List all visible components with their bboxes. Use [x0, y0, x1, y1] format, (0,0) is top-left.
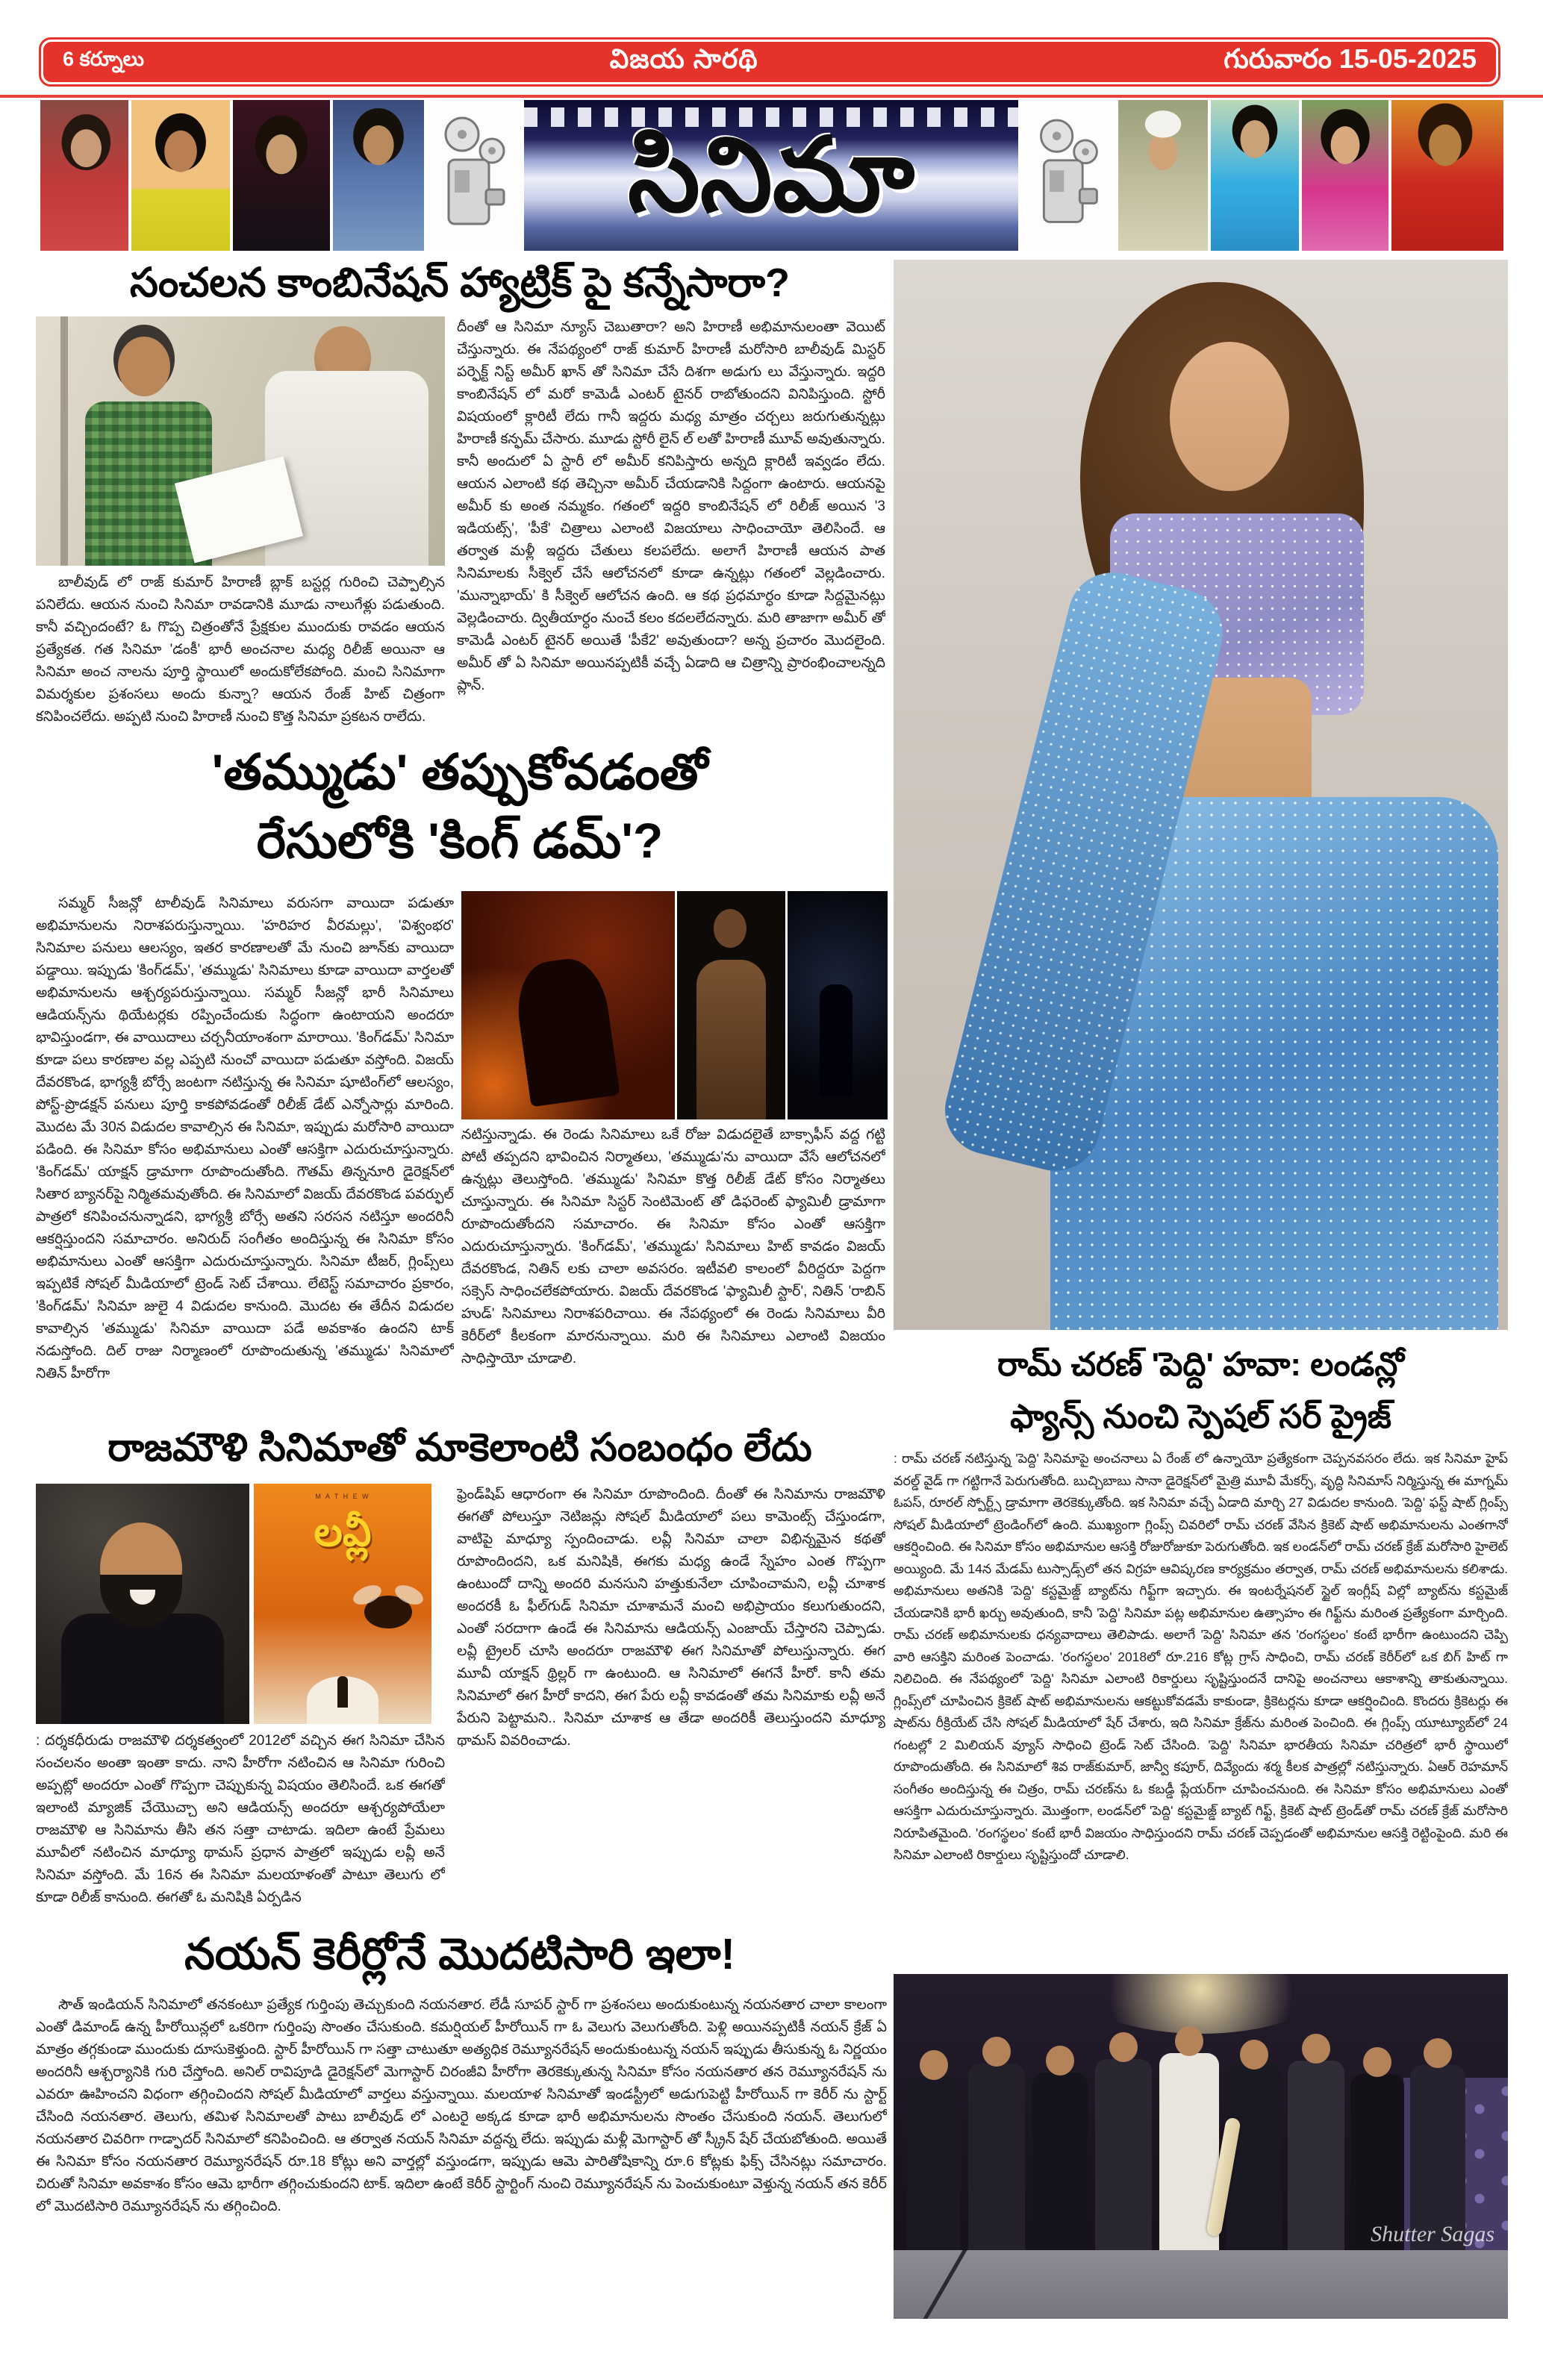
poster-title: లవ్లీ — [314, 1510, 372, 1555]
event-person — [1032, 2073, 1088, 2255]
masthead-rule — [0, 95, 1543, 98]
hero-torso — [696, 960, 766, 1119]
article2-headline-line1: 'తమ్ముడు' తప్పుకోవడంతో — [211, 744, 708, 799]
article1-right-column: దీంతో ఆ సినిమా న్యూస్ చెబుతారా? అని హిరాణీ అభిమానులంతా వెయిట్ చేస్తున్నారు. ఈ నేపథ్యంలో రాజ్ కుమార్ హిరాణీ మరోసారి బాలీవుడ్ మిస్టర్ పర్ఫెక్ట్ నిస్ట్ అమీర్ ఖాన్ తో సినిమా చేసే దిశగా అడుగు లు వేస్తున్నారు. ఇద్దరి కాంబినేషన్ లో మరో కామెడీ ఎంటర్ టైనర్ రాబోతుందని వినిపిస్తుంది. స్టోరీ విషయంలో క్లారిటీ లేదు గానీ ఇద్దరు మధ్య మాత్రం చర్చలు జరుగుతున్నట్లు హిరాణీ కన్ఫమ్ చేసారు. మూడు స్టోరీ లైన్ ల్ లతో హిరాణీ మూవ్ అవుతున్నారు. కానీ అందులో ఏ స్టారీ లో అమీర్ కనిపిస్తారు అన్నది క్లారిటీ ఇవ్వడం లేదు. ఆయన ఎలాంటి కథ తెచ్చినా అమీర్ చేయడానికి సిద్దంగా ఉంటారు. ఆయనపై అమీర్ కు అంత నమ్మకం. గతంలో ఇద్దరి కాంబినేషన్ లో రిలీజ్ అయిన '3 ఇడియట్స్', 'పీకే' చిత్రాలు ఎలాంటి విజయాలు సాధించాయో తెలిసిందే. ఆ తర్వాత మళ్లీ ఇద్దరు చేతులు కలపలేదు. అలాగే హిరాణీ ఆయన పాత సినిమాలకు సీక్వెల్ చేసే ఆలోచనలో కూడా ఉన్నట్లు గతంలో వెల్లడించారు. 'మున్నాభాయ్' కి సీక్వెల్ ఆలోచన ఉంది. ఆ కథ ప్రధమార్ధం కూడా సిద్దమైనట్లు వెల్లడించారు. ద్వితీయార్ధం నుంచే కలం కదలలేదన్నారు. మరి తాజాగా అమీర్ తో కామెడీ ఎంటర్ టైనర్ అయితే 'పీకే2' అవుతుందా? అన్న ప్రచారం మొదలైంది. అమీర్ తో ఏ సినిమా అయినప్పటికీ వచ్చే ఏడాది ఆ చిత్రాన్ని ప్రారంభించాలన్నది ప్లాన్. — [457, 319, 885, 693]
article2-movie-stills — [461, 891, 885, 1119]
dark-figure — [820, 984, 852, 1096]
event-person — [907, 2077, 961, 2255]
event-person — [1226, 2067, 1282, 2255]
actress-face — [1170, 342, 1289, 491]
paper-name: విజయ సారథి — [609, 43, 758, 74]
chandelier-glow — [1078, 1974, 1324, 2034]
article2-headline-line2: రేసులోకి 'కింగ్ డమ్'? — [256, 813, 664, 868]
silhouette-figure — [511, 954, 620, 1107]
article1-photo-hirani-aamir — [36, 316, 445, 566]
peddi-headline-line1: రామ్ చరణ్ 'పెద్ది' హవా: లండన్లో — [997, 1346, 1404, 1383]
lovely-movie-poster — [254, 1484, 431, 1724]
article1-headline: సంచలన కాంబినేషన్ హ్యాట్రిక్ పై కన్నేసారా? — [130, 260, 790, 305]
film-projector-icon-2 — [1021, 100, 1115, 251]
header-bar-inner — [43, 42, 1496, 82]
movie-still-dark-poster — [788, 891, 888, 1119]
section-banner — [524, 100, 1018, 251]
rajamouli-article-actor-photo — [36, 1484, 249, 1724]
page-number-edition: 6 కర్నూలు — [63, 48, 145, 70]
rajamouli-headline: రాజమౌళి సినిమాతో మాకెలాంటి సంబంధం లేదు — [107, 1426, 812, 1469]
fly-illustration — [364, 1596, 412, 1628]
peddi-body-text: : రామ్ చరణ్ నటిస్తున్న 'పెద్ది' సినిమాపై అంచనాలు ఏ రేంజ్ లో ఉన్నాయో ప్రత్యేకంగా చెప్పనవసరం లేదు. ఇక సినిమా హైప్ వరల్డ్ వైడ్ గా గట్టిగానే పెరుగుతోంది. బుచ్చిబాబు సానా డైరెక్షన్‌లో మైత్రి మూవీ మేకర్స్, వృద్ధి సినిమాస్ నిర్మిస్తున్న ఈ మాగ్నమ్ ఓపస్, రూరల్ స్పోర్ట్స్ డ్రామాగా తెరకెక్కుతోంది. ఇక సినిమా వచ్చే ఏడాది మార్చి 27 విడుదల కానుంది. 'పెద్ది' ఫస్ట్ షాట్ గ్లింప్స్ సోషల్ మీడియాలో ట్రెండింగ్‌లో ఉంది. ముఖ్యంగా గ్లింప్స్ చివరిలో రామ్ చరణ్ వేసిన క్రికెట్ షాట్ అభిమానులను ఎంతగానో ఆకర్షించింది. ఈ సినిమా కోసం అభిమానుల ఆసక్తి రోజురోజుకూ పెరుగుతోంది. ఇక లండన్‌లో రామ్ చరణ్ క్రేజ్ మరోసారి హైలెట్ అయ్యింది. మే 14న మేడమ్ టుస్సాడ్స్‌లో తన విగ్రహ ఆవిష్కరణ కార్యక్రమం తర్వాత, రామ్ చరణ్ అభిమానులను కలిశాడు. అభిమానులు అతనికి 'పెద్ది' కస్టమైజ్డ్ బ్యాట్‌ను గిఫ్ట్‌గా ఇచ్చారు. ఈ ఇంటర్నేషనల్ స్టైల్ ఇంగ్లీష్ విల్లో బ్యాట్‌ను కస్టమైజ్ చేయడానికి భారీ ఖర్చు అవుతుంది, కానీ 'పెద్ది' సినిమా పట్ల అభిమానుల ఉత్సాహం ఈ గిఫ్ట్‌ను మరింత ప్రత్యేకంగా మార్చింది. రామ్ చరణ్ అభిమానులకు ధన్యవాదాలు తెలిపాడు. అలాగే 'పెద్ది' సినిమా తన 'రంగస్థలం' కంటే భారీగా ఉంటుందని చెప్పి వారి ఆసక్తిని మరింత పెంచాడు. 'రంగస్థలం' 2018లో రూ.216 కోట్ల గ్రాస్ సాధించి, రామ్ చరణ్ కెరీర్‌లో ఒక బిగ్ హిట్ గా నిలిచింది. ఈ నేపథ్యంలో 'పెద్ది' సినిమా ఎలాంటి రికార్డులు సృష్టిస్తుందనే దానిపై అంచనాలు ఆకాశాన్ని తాకుతున్నాయి. గ్లింప్స్‌లో చూపించిన క్రికెట్ షాట్ అభిమానులను ఆకట్టుకోవడమే కాకుండా, క్రికెటర్లను కూడా ఆకర్షించింది. కొందరు క్రికెటర్లు ఈ షాట్‌ను రీక్రియేట్ చేసి సోషల్ మీడియాలో షేర్ చేశారు, ఇది సినిమా క్రేజ్‌ను మరింత పెంచింది. ఈ గ్లింప్స్ యూట్యూబ్‌లో 24 గంటల్లో 2 మిలియన్ వ్యూస్ సాధించి ట్రెండ్ సెట్ చేసింది. 'పెద్ది' సినిమా భారతీయ సినిమా చరిత్రలో భారీ స్థాయిలో రూపొందుతోంది. ఈ సినిమాలో శివ రాజ్‌కుమార్, జాన్వీ కపూర్, దివ్యేందు శర్మ కీలక పాత్రల్లో నటిస్తున్నారు. ఏఆర్ రెహమాన్ సంగీతం అందిస్తున్న ఈ చిత్రం, రామ్ చరణ్‌ను ఓ కబడ్డీ ప్లేయర్‌గా చూపించనుంది. ఈ సినిమా కోసం అభిమానులు ఎంతో ఆసక్తిగా ఎదురుచూస్తున్నారు. మొత్తంగా, లండన్‌లో 'పెద్ది' కస్టమైజ్డ్ బ్యాట్ గిఫ్ట్, క్రికెట్ షాట్ ట్రెండ్‌తో రామ్ చరణ్ క్రేజ్ మరోసారి నిరూపితమైంది. 'రంగస్థలం' కంటే భారీ విజయం సాధిస్తుందని రామ్ చరణ్ చెప్పడంతో అభిమానుల ఆసక్తి రెట్టింపైంది. మరి ఈ సినిమా ఎలాంటి రికార్డులు సృష్టిస్తుందో చూడాలి. — [894, 1451, 1508, 1862]
masthead-celebrity-photo-6 — [1211, 100, 1299, 251]
ram-charan-london-event-photo — [894, 1974, 1508, 2319]
event-person — [968, 2064, 1025, 2255]
stage-carpet — [894, 2250, 1508, 2319]
masthead-celebrity-photo-5 — [1118, 100, 1208, 251]
event-person — [1095, 2059, 1152, 2255]
masthead-celebrity-photo-1 — [40, 100, 128, 251]
nayan-body-text: సౌత్ ఇండియన్ సినిమాలో తనకంటూ ప్రత్యేక గుర్తింపు తెచ్చుకుంది నయనతార. లేడీ సూపర్ స్టార్ గా ప్రశంసలు అందుకుంటున్న నయనతార చాలా కాలంగా ఎంతో డిమాండ్ ఉన్న హీరోయిన్లలో ఒకరిగా గుర్తింపు సొంతం చేసుకుంది. కమర్షియల్ హీరోయిన్ గా ఓ వెలుగు వెలుగుతోంది. పెళ్లి అయినప్పటికీ నయన్ క్రేజ్ ఏ మాత్రం తగ్గకుండా ముందుకు దూసుకెళ్తుంది. స్టార్ హీరోయిన్ గా సత్తా చాటుతూ అత్యధిక రెమ్యూనరేషన్ అందుకుంటున్న నయన్ ఇప్పుడు తీసుకున్న ఓ నిర్ణయం అందరినీ ఆశ్చర్యానికి గురి చేస్తోంది. అనిల్ రావిపూడి డైరెక్షన్‌లో మెగాస్టార్ చిరంజీవి హీరోగా తెరకెక్కుతున్న సినిమా కోసం నయనతార తన రెమ్యూనరేషన్ ను ఎవరూ ఊహించని విధంగా తగ్గించిందని సోషల్ మీడియాలో వార్తలు వస్తున్నాయి. మలయాళ సినిమాతో ఇండస్ట్రీలో అడుగుపెట్టి హీరోయిన్ గా కెరీర్ ను స్టార్ట్ చేసింది నయనతార. తెలుగు, తమిళ సినిమాలతో పాటు బాలీవుడ్ లో ఎంటరై అక్కడ కూడా భారీ అభిమానులను సొంతం చేసుకుంది నయన్. తెలుగులో నయనతార చివరిగా గాడ్ఫాదర్ సినిమాలో కనిపించింది. ఆ తర్వాత నయన్ సినిమా వద్దన్న లేదు. ఇప్పుడు మళ్లీ మెగాస్టార్ తో స్క్రీన్ షేర్ చేయబోతుంది. అయితే ఈ సినిమా కోసం నయనతార రెమ్యూనరేషన్ రూ.18 కోట్లు అని వార్తల్లో వస్తుండగా, ఇప్పుడు ఆమె పారితోషికాన్ని రూ.6 కోట్లకు ఫిక్స్ చేసినట్లు సమాచారం. చిరుతో సినిమా అవకాశం కోసం ఆమె భారీగా తగ్గించుకుందని టాక్. ఇదిలా ఉంటే కెరీర్ స్టార్టింగ్ నుంచి రెమ్యూనరేషన్ ను పెంచుకుంటూ వెళ్తున్న నయన్ తన కెరీర్ లో మొదటిసారి రెమ్యూనరేషన్ ను తగ్గించింది. — [36, 1997, 887, 2214]
nayan-headline: నయన్ కెరీర్లోనే మొదటిసారి ఇలా! — [184, 1930, 735, 1978]
rajamouli-middle-column: ఫ్రెండ్‌షిప్ ఆధారంగా ఈ సినిమా రూపొందింది. దీంతో ఈ సినిమాను రాజమౌళి ఈగతో పోలుస్తూ నెటిజన్లు సోషల్ మీడియాలో పలు కామెంట్స్ చేస్తుండగా, వాటిపై మాధ్యూ స్పందించాడు. లవ్లీ సినిమా చాలా విభిన్నమైన కథతో రూపొందిందని, ఒక మనిషికి, ఈగకు మధ్య ఉండే స్నేహం ఎంత గొప్పగా ఉంటుందో దాన్ని అందరి మనసుని హత్తుకునేలా చూపించామని, లవ్లీ చూశాక అందరకీ ఓ ఫీల్‌గుడ్ సినిమా చూశామనే మంచి అభిప్రాయం కలుగుతుందని, ఎంతో సరదాగా ఉండే ఈ సినిమాను ఆడియన్స్ ఎంజాయ్ చేస్తారని చెప్పాడు. లవ్లీ ట్రైలర్ చూసి అందరూ రాజమౌళి ఈగ సినిమాతో పోలుస్తున్నారు. ఈగ మూవీ యాక్షన్ థ్రిల్లర్ గా ఉంటుంది. ఆ సినిమాలో ఈగనే హీరో. కానీ తమ సినిమాలో ఈగ హీరో కాదని, ఈగ పేరు లవ్లీ కావడంతో తమ సినిమాకు లవ్లీ అనే పేరుని పెట్టామని.. సినిమా చూశాక ఆ తేడా అందరికీ తెలుస్తుందని మాధ్యూ థామస్ వివరించాడు. — [457, 1487, 885, 1749]
film-projector-icon — [427, 100, 521, 251]
issue-date: గురువారం 15-05-2025 — [1224, 43, 1477, 74]
masthead-celebrity-photo-3 — [233, 100, 330, 251]
photo-watermark: Shutter Sagas — [1371, 2222, 1494, 2246]
article1-left-column: బాలీవుడ్ లో రాజ్ కుమార్ హిరాణీ బ్లాక్ బస్టర్ల గురించి చెప్పాల్సిన పనిలేదు. ఆయన నుంచి సినిమా రావడానికి మూడు నాలుగేళ్లు పడుతుంది. కానీ వచ్చిందంటే? ఓ గొప్ప చిత్రంతోనే ప్రేక్షకుల ముందుకు రావడం ఆయన ప్రత్యేకత. గత సినిమా 'డంకీ' భారీ అంచనాల మధ్య రిలీజ్ అయినా ఆ సినిమా అంచ నాలను పూర్తి స్థాయిలో అందుకోలేకపోంది. మంచి సినిమాగా విమర్శకుల ప్రశంసలు అందు కున్నా? ఆయన రేంజ్ హిట్ చిత్రంగా కనిపించలేదు. అప్పటి నుంచి హిరాణీ నుంచి కొత్త సినిమా ప్రకటన రాలేదు. — [36, 575, 445, 725]
actor-body — [61, 1614, 223, 1724]
movie-still-action-scene — [461, 891, 675, 1119]
movie-still-hero-torso — [677, 891, 785, 1119]
actress-photo-blue-saree — [894, 260, 1508, 1330]
rajamouli-left-column: : దర్శకధీరుడు రాజమౌళి దర్శకత్వంలో 2012లో వచ్చిన ఈగ సినిమా చేసిన సంచలనం అంతా ఇంతా కాదు. నాని హీరోగా నటించిన ఆ సినిమా గురించి అప్పట్లో అందరూ ఎంతో గొప్పగా చెప్పుకున్న విషయం తెలిసిందే. ఒక ఈగతో ఇలాంటి మ్యాజిక్ చేయొచ్చా అని ఆడియన్స్ అందరూ ఆశ్చర్యపోయేలా రాజమౌళి ఆ సినిమాను తీసి తన సత్తా చాటాడు. ఇదిలా ఉంటే ప్రేమలు మూవీలో నటించిన మాధ్యూ థామస్ ప్రధాన పాత్రలో ఇప్పుడు లవ్లీ అనే సినిమా వస్తోంది. మే 16న ఈ సినిమా మలయాళంతో పాటూ తెలుగు లో కూడా రిలీజ్ కానుంది. ఈగతో ఓ మనిషికి ఏర్పడిన — [36, 1733, 445, 1905]
window-frame — [60, 316, 68, 566]
masthead-celebrity-photo-2 — [131, 100, 230, 251]
masthead-celebrity-photo-8 — [1391, 100, 1503, 251]
peddi-headline-line2: ఫ్యాన్స్ నుంచి స్పెషల్ సర్ ప్రైజ్ — [1010, 1399, 1391, 1435]
man1-head — [118, 337, 170, 396]
hero-head — [714, 909, 746, 948]
poster-walking-man — [337, 1676, 348, 1708]
poster-credits: M A T H E W — [315, 1493, 370, 1500]
section-title: సినిమా — [627, 118, 915, 233]
event-person — [1288, 2061, 1344, 2255]
header-bar — [39, 37, 1500, 87]
masthead — [40, 100, 1503, 251]
masthead-celebrity-photo-7 — [1302, 100, 1388, 251]
article2-left-column: సమ్మర్ సీజన్లో టాలీవుడ్ సినిమాలు వరుసగా వాయిదా పడుతూ అభిమానులను నిరాశపరుస్తున్నాయి. 'హరిహర వీరమల్లు', 'విశ్వంభర' సినిమాల పనులు ఆలస్యం, ఇతర కారణాలతో మే నుంచి జూన్‌కు వాయిదా పడ్డాయి. ఇప్పుడు 'కింగ్‌డమ్', 'తమ్ముడు' సినిమాలు కూడా వాయిదా వార్తలతో అభిమానులను ఆశ్చర్యపరుస్తున్నాయి. సమ్మర్ సీజన్లో భారీ సినిమాలు ఆడియన్స్‌ను థియేటర్లకు రప్పించేందుకు సిద్ధంగా ఉంటాయని అందరూ భావిస్తుండగా, ఈ వాయిదాలు చర్చనీయాంశంగా మారాయి. 'కింగ్‌డమ్' సినిమా కూడా పలు కారణాల వల్ల ఎప్పటి నుంచో వాయిదా పడుతూ వస్తోంది. విజయ్ దేవరకొండ, భాగ్యశ్రీ బోర్సే జంటగా నటిస్తున్న ఈ సినిమా షూటింగ్‌లో ఆలస్యం, పోస్ట్-ప్రొడక్షన్ పనులు పూర్తి కాకపోవడంతో రిలీజ్ డేట్ ఎన్నోసార్లు మారింది. మొదట మే 30న విడుదల కావాల్సిన ఈ సినిమా, ఇప్పుడు మరోసారి వాయిదా పడింది. ఈ సినిమా కోసం అభిమానులు ఎంతో ఆసక్తిగా ఎదురుచూస్తున్నారు. 'కింగ్‌డమ్' యాక్షన్ డ్రామాగా రూపొందుతోంది. గౌతమ్ తిన్ననూరి డైరెక్షన్‌లో సితార బ్యానర్‌పై నిర్మితమవుతోంది. ఈ సినిమాలో విజయ్ దేవరకొండ పవర్ఫుల్ పాత్రలో కనిపించనున్నాడని, భాగ్యశ్రీ బోర్సే అతని సరసన నటిస్తూ అందరినీ ఆకర్షిస్తుందని సమాచారం. అనిరుద్ సంగీతం అందిస్తున్న ఈ సినిమా కోసం అభిమానులు ఎంతో ఆసక్తిగా ఎదురుచూస్తున్నారు. సినిమా టీజర్, గ్లింప్స్‌లు ఇప్పటికే సోషల్ మీడియాలో ట్రెండ్ సెట్ చేశాయి. లేటెస్ట్ సమాచారం ప్రకారం, 'కింగ్‌డమ్' సినిమా జులై 4 విడుదల కానుంది. మొదట ఈ తేదీన విడుదల కావాల్సిన 'తమ్ముడు' సినిమా వాయిదా పడే అవకాశం ఉందని టాక్ నడుస్తోంది. దిల్ రాజు నిర్మాణంలో రూపొందుతున్న 'తమ్ముడు' సినిమాలో నితిన్ హీరోగా — [36, 896, 454, 1381]
masthead-celebrity-photo-4 — [333, 100, 424, 251]
article2-middle-column: నటిస్తున్నాడు. ఈ రెండు సినిమాలు ఒకే రోజు విడుదలైతే బాక్సాఫీస్ వద్ద గట్టి పోటీ తప్పదని భావించిన నిర్మాతలు, 'తమ్ముడు'ను వాయిదా వేసే ఆలోచనలో ఉన్నట్లు తెలుస్తోంది. 'తమ్ముడు' సినిమా కొత్త రిలీజ్ డేట్ కోసం నిర్మాతలు చూస్తున్నారు. ఈ సినిమా సిస్టర్ సెంటిమెంట్ తో డిఫరెంట్ ఫ్యామిలీ డ్రామాగా రూపొందుతోందని సమాచారం. ఈ సినిమా కోసం ఎంతో ఆసక్తిగా ఎదురుచూస్తున్నారు. 'కింగ్‌డమ్', 'తమ్ముడు' సినిమాలు హిట్ కావడం విజయ్ దేవరకొండ, నితిన్ లకు చాలా అవసరం. ఇటీవలి కాలంలో వీరిద్దరూ పెద్దగా సక్సెస్ సాధించలేకపోయారు. విజయ్ దేవరకొండ 'ఫ్యామిలీ స్టార్', నితిన్ 'రాబిన్ హుడ్' సినిమాలు నిరాశపరిచాయి. ఈ నేపథ్యంలో ఈ రెండు సినిమాలు వీరి కెరీర్‌లో కీలకంగా మారనున్నాయి. మరి ఈ సినిమాలు ఎలాంటి విజయం సాధిస్తాయో చూడాలి. — [461, 1127, 885, 1367]
